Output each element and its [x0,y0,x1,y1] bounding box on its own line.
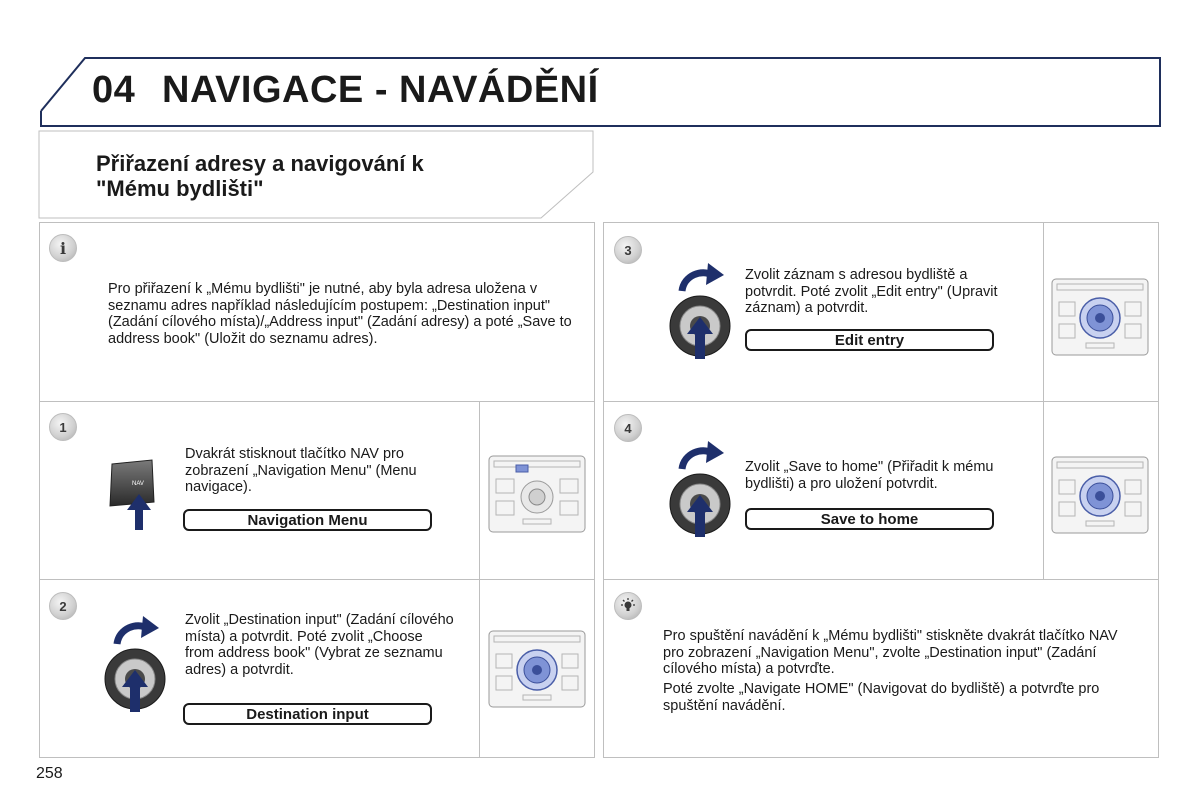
navigation-menu-button[interactable]: Navigation Menu [183,509,432,531]
step-1-text: Dvakrát stisknout tlačítko NAV pro zobrazení „Navigation Menu" (Menu navigace). [185,446,417,495]
step-3-number: 3 [624,242,632,258]
rotary-knob-icon [668,261,738,371]
tip-paragraph-2: Poté zvolte „Navigate HOME" (Navigovat do bydliště) a potvrďte pro spuštění navádění. [663,681,1100,714]
rotary-knob-icon [668,439,738,549]
chapter-title: NAVIGACE - NAVÁDĚNÍ [162,69,599,111]
console-knob-illustration [1051,456,1149,534]
step-1-badge [49,413,77,441]
console-panel-illustration [488,455,586,533]
step-2-text: Zvolit „Destination input" (Zadání cílového místa) a potvrdit. Poté zvolit „Choose from address book" (Vybrat ze seznamu adres) a potvrdit. [185,612,454,678]
rotary-knob-icon [103,614,173,724]
step-1-number: 1 [59,419,67,435]
section-title-line-2: "Mému bydlišti" [96,176,264,201]
step-3-divider [1043,223,1044,401]
info-text: Pro přiřazení k „Mému bydlišti" je nutné, aby byla adresa uložena v seznamu adres například následujícím postupem: „Destination input" (Zadání cílového místa)/„Address input" (Zadání adresy) a poté „Save to address book" (Uložit do seznamu adres). [108,281,572,347]
step-4-text: Zvolit „Save to home" (Přiřadit k mému bydlišti) a pro uložení potvrdit. [745,459,994,492]
step-4-badge [614,414,642,442]
step-4-divider [1043,402,1044,579]
destination-input-button[interactable]: Destination input [183,703,432,725]
tip-panel [603,579,1159,758]
page-number: 258 [36,765,63,782]
step-1-panel [39,401,595,580]
save-to-home-button[interactable]: Save to home [745,508,994,530]
nav-key-label: NAV [132,481,144,487]
step-2-badge [49,592,77,620]
lightbulb-icon [619,597,637,615]
tip-paragraph-1: Pro spuštění navádění k „Mému bydlišti" stiskněte dvakrát tlačítko NAV pro zobrazení „Navigation Menu", zvolte „Destination input" (Zadání cílového místa) a potvrďte. [663,628,1118,677]
section-title [96,151,526,201]
step-4-number: 4 [624,420,632,436]
step-2-divider [479,580,480,757]
chapter-number: 04 [92,69,136,111]
console-knob-illustration [1051,278,1149,356]
step-3-badge [614,236,642,264]
step-4-panel [603,401,1159,580]
info-badge-label: i [59,238,67,258]
section-title-line-1: Přiřazení adresy a navigování k [96,151,424,176]
info-panel [39,222,595,402]
edit-entry-button[interactable]: Edit entry [745,329,994,351]
step-2-number: 2 [59,598,67,614]
step-1-divider [479,402,480,579]
nav-key-icon [102,458,162,538]
step-2-panel [39,579,595,758]
info-icon [49,234,77,262]
step-3-text: Zvolit záznam s adresou bydliště a potvrdit. Poté zvolit „Edit entry" (Upravit záznam) a potvrdit. [745,267,998,316]
tip-badge [614,592,642,620]
step-3-panel [603,222,1159,402]
console-knob-illustration [488,630,586,708]
